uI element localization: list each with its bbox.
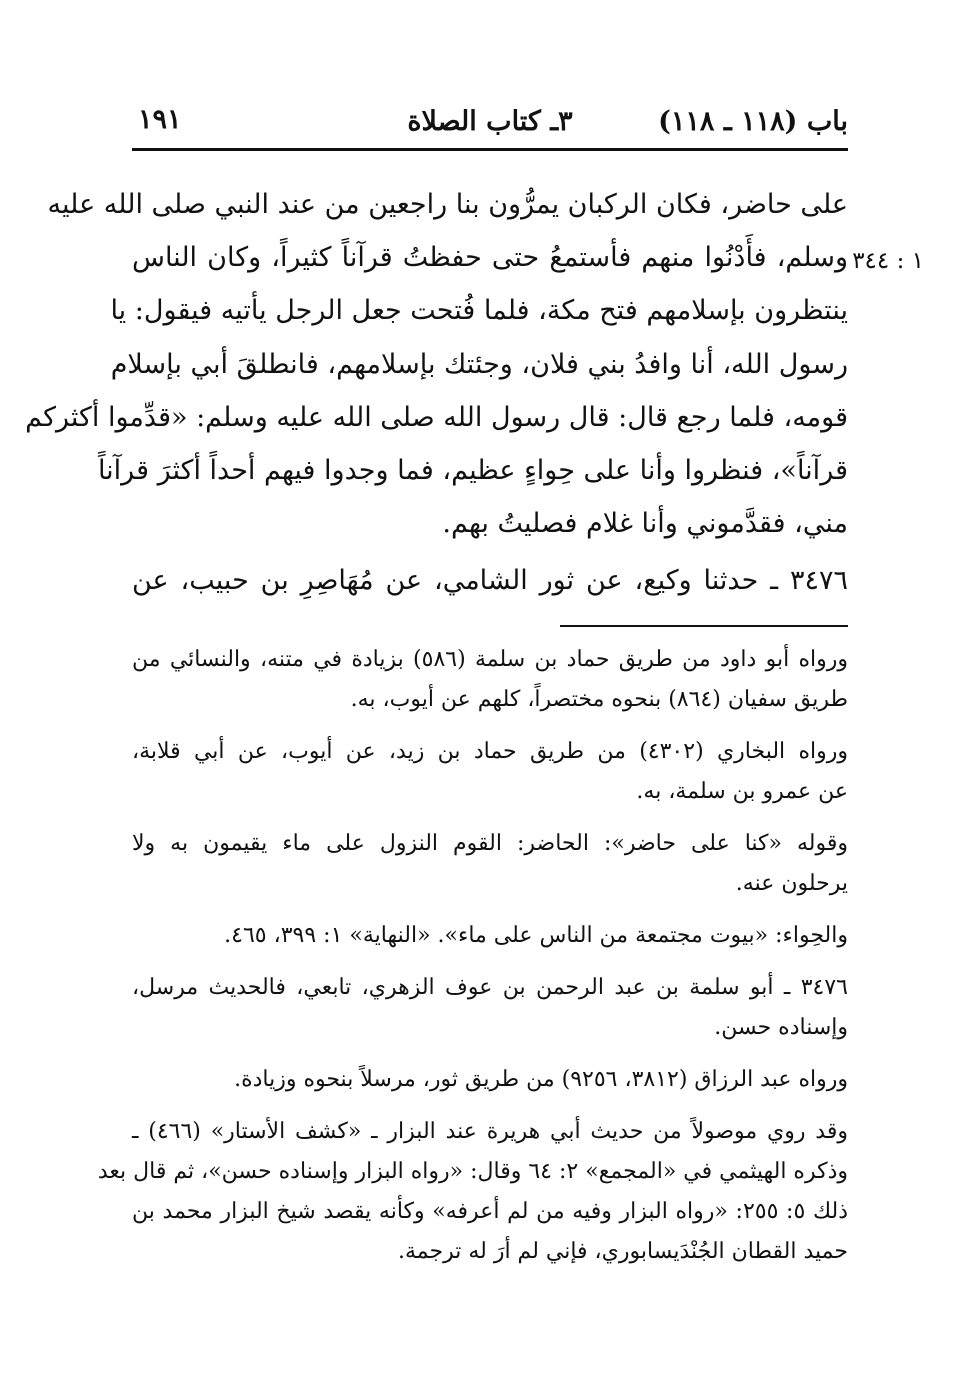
footnotes [97,640,849,1284]
chapter-heading: باب (١١٨ ـ ١١٨) [658,106,848,137]
footnote [132,824,848,904]
footnote-line: وقد روي موصولاً من حديث أبي هريرة عند البزار ـ «كشف الأستار» (٤٦٦) ـ [132,1119,848,1144]
footnote-line: ذلك ٥: ٢٥٥: «رواه البزار وفيه من لم أعرفه» وكأنه يقصد شيخ البزار محمد بن [132,1199,848,1224]
footnote-line: وإسناده حسن. [714,1015,848,1040]
margin-reference: ١ : ٣٤٤ [852,248,924,274]
hadith-heading: ٣٤٧٦ ـ حدثنا وكيع، عن ثور الشامي، عن مُهَاصِرِ بن حبيب، عن [132,565,848,596]
main-line: مني، فقدَّموني وأنا غلام فصليتُ بهم. [442,508,848,540]
footnote-line: وذكره الهيثمي في «المجمع» ٢: ٦٤ وقال: «رواه البزار وإسناده حسن»، ثم قال بعد [97,1159,848,1184]
footnote-line: يرحلون عنه. [735,871,848,896]
footnote-line: وقوله «كنا على حاضر»: الحاضر: القوم النزول على ماء يقيمون به ولا [132,831,848,856]
footnote [132,640,848,720]
main-line: على حاضر، فكان الركبان يمرُّون بنا راجعين من عند النبي صلى الله عليه [47,189,848,220]
main-text [25,178,848,550]
header-rule [132,148,848,151]
footnote-line: طريق سفيان (٨٦٤) بنحوه مختصراً، كلهم عن أيوب، به. [350,687,848,712]
footnote-line: ٣٤٧٦ ـ أبو سلمة بن عبد الرحمن بن عوف الزهري، تابعي، فالحديث مرسل، [132,975,848,1000]
main-line: ينتظرون بإسلامهم فتح مكة، فلما فُتحت جعل الرجل يأتيه فيقول: يا [110,295,848,327]
footnote-line: والحِواء: «بيوت مجتمعة من الناس على ماء». «النهاية» ١: ٣٩٩، ٤٦٥. [224,923,848,948]
main-line: قرآناً»، فنظروا وأنا على حِواءٍ عظيم، فما وجدوا فيهم أحداً أكثرَ قرآناً [97,454,848,486]
page-header [132,98,848,146]
footnote [132,732,848,812]
page-number: ١٩١ [138,104,182,135]
footnote-line: حميد القطان الجُنْدَيسابوري، فإني لم أرَ له ترجمة. [397,1239,848,1264]
footnote [97,1112,848,1272]
main-line: قومه، فلما رجع قال: قال رسول الله صلى الله عليه وسلم: «قدِّموا أكثركم [25,401,848,433]
footnote [132,968,848,1048]
book-title: ٣ـ كتاب الصلاة [407,106,573,137]
footnote-line: عن عمرو بن سلمة، به. [636,779,848,804]
footnote-rule [560,625,848,627]
footnote-line: ورواه أبو داود من طريق حماد بن سلمة (٥٨٦) بزيادة في متنه، والنسائي من [132,647,849,672]
footnote [132,916,848,956]
footnote-line: ورواه البخاري (٤٣٠٢) من طريق حماد بن زيد، عن أيوب، عن أبي قلابة، [132,739,848,764]
footnote-line: ورواه عبد الرزاق (٣٨١٢، ٩٢٥٦) من طريق ثور، مرسلاً بنحوه وزيادة. [234,1067,848,1092]
footnote [132,1060,848,1100]
main-line: وسلم، فأَدْنُوا منهم فأستمعُ حتى حفظتُ قرآناً كثيراً، وكان الناس [132,242,848,274]
main-line: رسول الله، أنا وافدُ بني فلان، وجئتك بإسلامهم، فانطلقَ أبي بإسلام [110,348,848,380]
